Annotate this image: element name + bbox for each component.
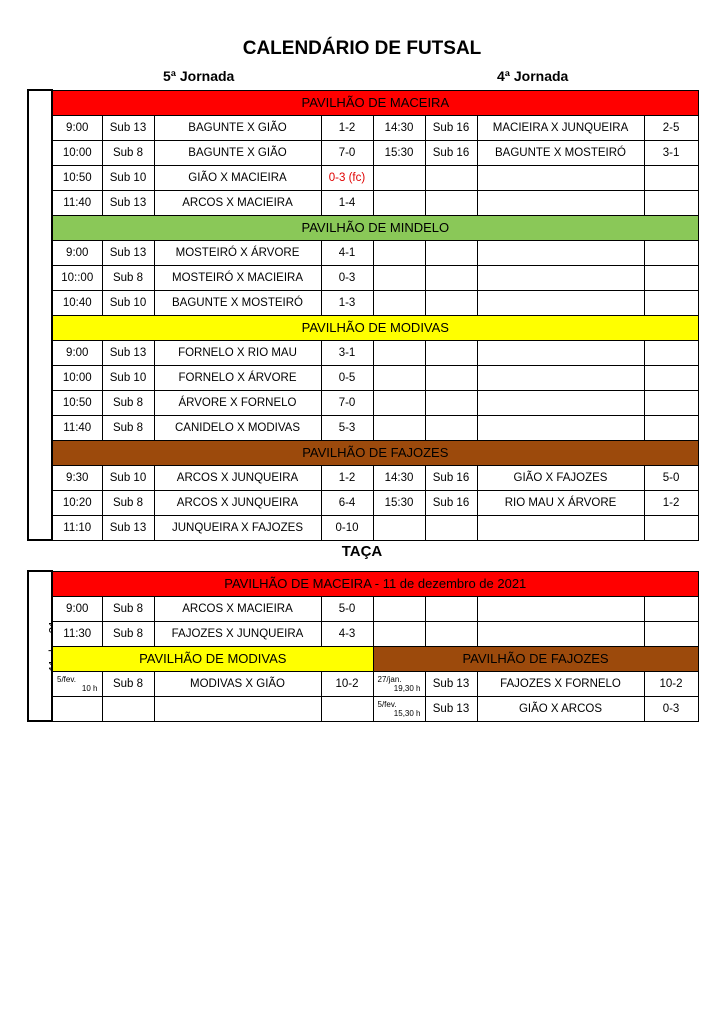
match-cell: GIÃO X MACIEIRA: [154, 165, 321, 190]
category-cell: Sub 13: [102, 340, 154, 365]
table-row: [28, 490, 698, 515]
empty-cell: [102, 696, 154, 721]
match-cell: [477, 365, 644, 390]
result-cell: [644, 415, 698, 440]
match-cell: [477, 240, 644, 265]
result-cell: 3-1: [321, 340, 373, 365]
result-cell: 6-4: [321, 490, 373, 515]
date-time-cell: 5/fev. 15,30 h: [373, 696, 425, 721]
time-cell: 10:00: [52, 365, 102, 390]
result-cell: 10-2: [321, 671, 373, 696]
match-cell: BAGUNTE X GIÃO: [154, 115, 321, 140]
time-cell: 9:00: [52, 240, 102, 265]
table-row: [28, 190, 698, 215]
match-cell: [477, 265, 644, 290]
match-cell: JUNQUEIRA X FAJOZES: [154, 515, 321, 540]
table-row: [28, 671, 698, 696]
match-cell: BAGUNTE X GIÃO: [154, 140, 321, 165]
category-cell: Sub 10: [102, 465, 154, 490]
table-row: [28, 596, 698, 621]
category-cell: [425, 340, 477, 365]
time-cell: [373, 390, 425, 415]
table-row: [28, 340, 698, 365]
table-row: [28, 365, 698, 390]
category-cell: [425, 415, 477, 440]
category-cell: [425, 390, 477, 415]
match-cell: [477, 340, 644, 365]
match-cell: ÁRVORE X FORNELO: [154, 390, 321, 415]
date-time-cell: 5/fev. 10 h: [52, 671, 102, 696]
table-row: [28, 165, 698, 190]
time-cell: [373, 265, 425, 290]
result-cell: 2-5: [644, 115, 698, 140]
empty-cell: [644, 621, 698, 646]
time-cell: [373, 415, 425, 440]
match-cell: MACIEIRA X JUNQUEIRA: [477, 115, 644, 140]
table-row: [28, 115, 698, 140]
time-cell: 14:30: [373, 115, 425, 140]
taca-date-side-label: 11-dez-21: [28, 571, 52, 721]
result-cell: 0-3: [321, 265, 373, 290]
category-cell: Sub 8: [102, 671, 154, 696]
table-row: [28, 140, 698, 165]
time-cell: 15:30: [373, 140, 425, 165]
match-cell: MOSTEIRÓ X MACIEIRA: [154, 265, 321, 290]
section-header-modivas: PAVILHÃO DE MODIVAS: [52, 315, 698, 340]
table-row: [28, 240, 698, 265]
match-cell: FAJOZES X FORNELO: [477, 671, 644, 696]
result-cell: [644, 265, 698, 290]
match-cell: ARCOS X MACIEIRA: [154, 190, 321, 215]
date-jornada-side-label: [28, 90, 52, 540]
table-row: [28, 515, 698, 540]
jornada-left-label: 5ª Jornada: [163, 68, 235, 84]
table-row: [28, 265, 698, 290]
category-cell: Sub 16: [425, 140, 477, 165]
section-header-mindelo: PAVILHÃO DE MINDELO: [52, 215, 698, 240]
time-cell: [373, 190, 425, 215]
category-cell: [425, 165, 477, 190]
time-cell: 9:30: [52, 465, 102, 490]
match-cell: [477, 290, 644, 315]
result-cell: [644, 240, 698, 265]
time-cell: 11:10: [52, 515, 102, 540]
category-cell: [425, 515, 477, 540]
time-cell: 9:00: [52, 340, 102, 365]
category-cell: Sub 10: [102, 165, 154, 190]
match-cell: [477, 165, 644, 190]
result-cell: 4-3: [321, 621, 373, 646]
result-cell: 0-10: [321, 515, 373, 540]
empty-cell: [644, 596, 698, 621]
time-cell: 10::00: [52, 265, 102, 290]
category-cell: [425, 365, 477, 390]
result-cell: 10-2: [644, 671, 698, 696]
section-header-fajozes: PAVILHÃO DE FAJOZES: [52, 440, 698, 465]
category-cell: Sub 8: [102, 265, 154, 290]
category-cell: Sub 8: [102, 140, 154, 165]
category-cell: Sub 13: [425, 696, 477, 721]
category-cell: [425, 265, 477, 290]
match-cell: MODIVAS X GIÃO: [154, 671, 321, 696]
result-cell: [644, 340, 698, 365]
empty-cell: [425, 621, 477, 646]
category-cell: Sub 13: [102, 240, 154, 265]
time-cell: 11:30: [52, 621, 102, 646]
match-cell: GIÃO X ARCOS: [477, 696, 644, 721]
match-cell: CANIDELO X MODIVAS: [154, 415, 321, 440]
time-cell: 15:30: [373, 490, 425, 515]
table-row: [28, 465, 698, 490]
time-cell: 10:50: [52, 390, 102, 415]
match-cell: FORNELO X ÁRVORE: [154, 365, 321, 390]
taca-header-maceira: PAVILHÃO DE MACEIRA - 11 de dezembro de 2021: [52, 571, 698, 596]
category-cell: Sub 16: [425, 465, 477, 490]
category-cell: Sub 13: [102, 515, 154, 540]
jornada-right-label: 4ª Jornada: [497, 68, 569, 84]
result-cell: 1-3: [321, 290, 373, 315]
result-cell: 0-3: [644, 696, 698, 721]
match-cell: BAGUNTE X MOSTEIRÓ: [477, 140, 644, 165]
category-cell: Sub 8: [102, 596, 154, 621]
result-cell: 7-0: [321, 140, 373, 165]
result-cell: 5-0: [644, 465, 698, 490]
result-cell: 5-0: [321, 596, 373, 621]
result-cell: 1-2: [644, 490, 698, 515]
time-cell: 10:20: [52, 490, 102, 515]
result-cell: 0-3 (fc): [321, 165, 373, 190]
time-cell: 10:50: [52, 165, 102, 190]
match-cell: ARCOS X MACIEIRA: [154, 596, 321, 621]
table-row: [28, 696, 698, 721]
time-cell: 9:00: [52, 596, 102, 621]
taca-header-modivas: PAVILHÃO DE MODIVAS: [52, 646, 373, 671]
date-time-cell: 27/jan. 19,30 h: [373, 671, 425, 696]
category-cell: Sub 8: [102, 415, 154, 440]
result-cell: [644, 365, 698, 390]
category-cell: Sub 13: [102, 115, 154, 140]
empty-cell: [154, 696, 321, 721]
time-cell: 9:00: [52, 115, 102, 140]
result-cell: [644, 390, 698, 415]
match-cell: RIO MAU X ÁRVORE: [477, 490, 644, 515]
category-cell: Sub 13: [102, 190, 154, 215]
result-cell: 0-5: [321, 365, 373, 390]
taca-header-fajozes: PAVILHÃO DE FAJOZES: [373, 646, 698, 671]
time-cell: 11:40: [52, 415, 102, 440]
match-cell: [477, 415, 644, 440]
category-cell: Sub 16: [425, 115, 477, 140]
match-cell: FORNELO X RIO MAU: [154, 340, 321, 365]
category-cell: Sub 8: [102, 621, 154, 646]
empty-cell: [321, 696, 373, 721]
empty-cell: [477, 621, 644, 646]
result-cell: 3-1: [644, 140, 698, 165]
category-cell: Sub 10: [102, 290, 154, 315]
match-cell: MOSTEIRÓ X ÁRVORE: [154, 240, 321, 265]
result-cell: 1-2: [321, 465, 373, 490]
empty-cell: [52, 696, 102, 721]
result-cell: [644, 515, 698, 540]
result-cell: [644, 165, 698, 190]
result-cell: [644, 290, 698, 315]
time-cell: 10:00: [52, 140, 102, 165]
result-cell: 5-3: [321, 415, 373, 440]
empty-cell: [477, 596, 644, 621]
time-cell: 14:30: [373, 465, 425, 490]
time-cell: 11:40: [52, 190, 102, 215]
result-cell: 4-1: [321, 240, 373, 265]
match-cell: ARCOS X JUNQUEIRA: [154, 465, 321, 490]
section-header-maceira: PAVILHÃO DE MACEIRA: [52, 90, 698, 115]
time-cell: [373, 240, 425, 265]
match-cell: [477, 515, 644, 540]
category-cell: Sub 8: [102, 390, 154, 415]
result-cell: 1-2: [321, 115, 373, 140]
page-title: CALENDÁRIO DE FUTSAL: [242, 38, 482, 59]
time-cell: [373, 340, 425, 365]
result-cell: 7-0: [321, 390, 373, 415]
match-cell: GIÃO X FAJOZES: [477, 465, 644, 490]
result-cell: [644, 190, 698, 215]
table-row: [28, 390, 698, 415]
category-cell: Sub 13: [425, 671, 477, 696]
table-row: [28, 290, 698, 315]
taca-table: [27, 570, 699, 722]
taca-title: TAÇA: [341, 543, 383, 560]
time-cell: [373, 365, 425, 390]
category-cell: [425, 240, 477, 265]
category-cell: [425, 290, 477, 315]
match-cell: [477, 390, 644, 415]
category-cell: Sub 8: [102, 490, 154, 515]
category-cell: Sub 10: [102, 365, 154, 390]
match-cell: ARCOS X JUNQUEIRA: [154, 490, 321, 515]
category-cell: Sub 16: [425, 490, 477, 515]
empty-cell: [373, 621, 425, 646]
time-cell: [373, 515, 425, 540]
match-cell: BAGUNTE X MOSTEIRÓ: [154, 290, 321, 315]
empty-cell: [373, 596, 425, 621]
empty-cell: [425, 596, 477, 621]
schedule-table: [27, 89, 699, 541]
table-row: [28, 621, 698, 646]
table-row: [28, 415, 698, 440]
time-cell: 10:40: [52, 290, 102, 315]
time-cell: [373, 290, 425, 315]
match-cell: FAJOZES X JUNQUEIRA: [154, 621, 321, 646]
category-cell: [425, 190, 477, 215]
match-cell: [477, 190, 644, 215]
time-cell: [373, 165, 425, 190]
result-cell: 1-4: [321, 190, 373, 215]
